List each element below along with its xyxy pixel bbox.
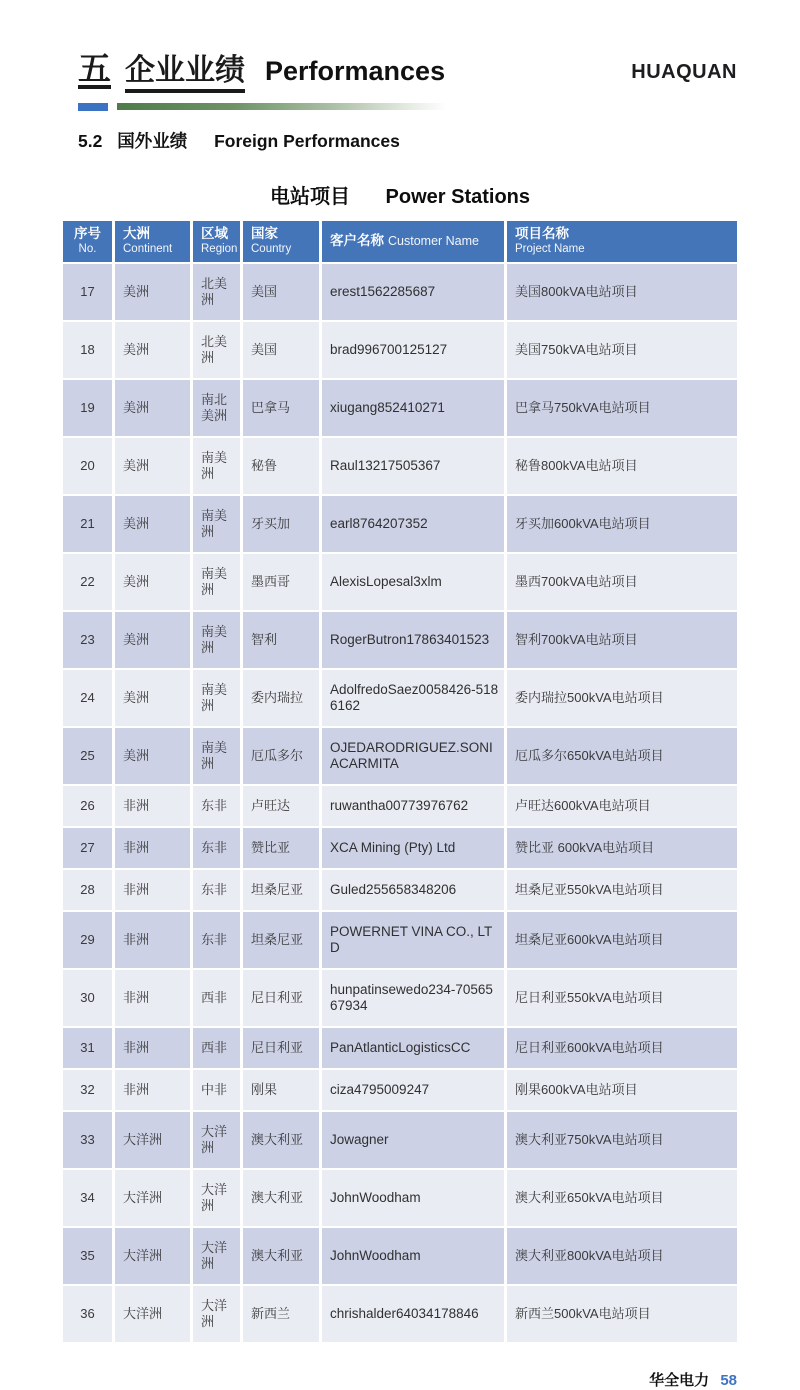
cell-customer: AlexisLopesal3xlm	[322, 554, 507, 612]
cell-country: 赞比亚	[243, 828, 322, 870]
column-header-zh: 项目名称	[515, 225, 569, 241]
cell-customer: Jowagner	[322, 1112, 507, 1170]
cell-country: 委内瑞拉	[243, 670, 322, 728]
column-header-en: No.	[78, 242, 97, 255]
cell-region: 东非	[193, 828, 243, 870]
cell-continent: 大洋洲	[115, 1286, 193, 1344]
cell-region: 大洋洲	[193, 1228, 243, 1286]
company-logo: HUAQUAN	[631, 60, 737, 83]
cell-customer: JohnWoodham	[322, 1170, 507, 1228]
column-header-continent	[115, 221, 193, 264]
cell-continent: 美洲	[115, 728, 193, 786]
cell-no: 17	[63, 264, 115, 322]
cell-continent: 美洲	[115, 322, 193, 380]
subsection-title-zh: 国外业绩	[117, 130, 188, 151]
cell-customer: hunpatinsewedo234-7056567934	[322, 970, 507, 1028]
cell-country: 坦桑尼亚	[243, 870, 322, 912]
cell-project: 赞比亚 600kVA电站项目	[507, 828, 737, 870]
table-title-en: Power Stations	[385, 185, 531, 208]
cell-region: 南美洲	[193, 554, 243, 612]
table-row	[63, 322, 737, 380]
cell-country: 美国	[243, 322, 322, 380]
cell-no: 33	[63, 1112, 115, 1170]
cell-region: 东非	[193, 912, 243, 970]
cell-country: 美国	[243, 264, 322, 322]
column-header-en: Project Name	[515, 242, 585, 255]
cell-project: 厄瓜多尔650kVA电站项目	[507, 728, 737, 786]
cell-continent: 美洲	[115, 554, 193, 612]
page-header	[63, 52, 737, 93]
power-stations-table	[63, 221, 737, 1344]
column-header-zh: 客户名称	[330, 232, 384, 248]
power-stations-tbody	[63, 264, 737, 1344]
accent-bars	[78, 103, 737, 111]
cell-no: 25	[63, 728, 115, 786]
cell-region: 北美洲	[193, 264, 243, 322]
cell-no: 22	[63, 554, 115, 612]
table-row	[63, 970, 737, 1028]
cell-country: 巴拿马	[243, 380, 322, 438]
cell-customer: ciza4795009247	[322, 1070, 507, 1112]
table-row	[63, 912, 737, 970]
table-row	[63, 438, 737, 496]
table-row	[63, 1070, 737, 1112]
cell-customer: brad996700125127	[322, 322, 507, 380]
column-header-project	[507, 221, 737, 264]
cell-continent: 大洋洲	[115, 1112, 193, 1170]
cell-no: 21	[63, 496, 115, 554]
page-title-en: Performances	[265, 56, 446, 86]
cell-project: 澳大利亚750kVA电站项目	[507, 1112, 737, 1170]
cell-no: 34	[63, 1170, 115, 1228]
accent-bar-blue	[78, 103, 108, 111]
cell-no: 18	[63, 322, 115, 380]
cell-country: 尼日利亚	[243, 970, 322, 1028]
cell-project: 澳大利亚650kVA电站项目	[507, 1170, 737, 1228]
cell-customer: XCA Mining (Pty) Ltd	[322, 828, 507, 870]
cell-region: 南美洲	[193, 612, 243, 670]
cell-no: 26	[63, 786, 115, 828]
column-header-zh: 国家	[251, 225, 278, 241]
cell-continent: 非洲	[115, 912, 193, 970]
cell-country: 墨西哥	[243, 554, 322, 612]
cell-country: 坦桑尼亚	[243, 912, 322, 970]
cell-continent: 非洲	[115, 786, 193, 828]
cell-customer: Guled255658348206	[322, 870, 507, 912]
table-row	[63, 554, 737, 612]
cell-customer: ruwantha00773976762	[322, 786, 507, 828]
cell-region: 大洋洲	[193, 1112, 243, 1170]
cell-region: 西非	[193, 1028, 243, 1070]
cell-continent: 非洲	[115, 1070, 193, 1112]
cell-continent: 非洲	[115, 828, 193, 870]
cell-customer: OJEDARODRIGUEZ.SONIACARMITA	[322, 728, 507, 786]
cell-project: 委内瑞拉500kVA电站项目	[507, 670, 737, 728]
cell-no: 31	[63, 1028, 115, 1070]
cell-region: 东非	[193, 870, 243, 912]
column-header-country	[243, 221, 322, 264]
cell-project: 坦桑尼亚600kVA电站项目	[507, 912, 737, 970]
cell-region: 北美洲	[193, 322, 243, 380]
table-row	[63, 670, 737, 728]
cell-region: 中非	[193, 1070, 243, 1112]
column-header-zh: 大洲	[123, 225, 150, 241]
cell-country: 秘鲁	[243, 438, 322, 496]
cell-region: 东非	[193, 786, 243, 828]
page-footer	[63, 1369, 737, 1390]
column-header-en: Country	[251, 242, 292, 255]
table-row	[63, 264, 737, 322]
column-header-en: Region	[201, 242, 238, 255]
cell-continent: 美洲	[115, 264, 193, 322]
column-header-en: Continent	[123, 242, 173, 255]
cell-project: 尼日利亚550kVA电站项目	[507, 970, 737, 1028]
table-row	[63, 1112, 737, 1170]
column-header-en: Customer Name	[388, 233, 479, 248]
cell-region: 南美洲	[193, 728, 243, 786]
subsection-number: 5.2	[78, 130, 103, 151]
cell-customer: xiugang852410271	[322, 380, 507, 438]
page-title	[78, 52, 445, 93]
table-row	[63, 1228, 737, 1286]
cell-no: 23	[63, 612, 115, 670]
cell-no: 27	[63, 828, 115, 870]
cell-continent: 美洲	[115, 670, 193, 728]
cell-project: 卢旺达600kVA电站项目	[507, 786, 737, 828]
cell-country: 澳大利亚	[243, 1228, 322, 1286]
subsection-heading	[78, 128, 737, 153]
cell-region: 南北美洲	[193, 380, 243, 438]
cell-customer: PanAtlanticLogisticsCC	[322, 1028, 507, 1070]
cell-country: 刚果	[243, 1070, 322, 1112]
cell-region: 大洋洲	[193, 1170, 243, 1228]
cell-country: 尼日利亚	[243, 1028, 322, 1070]
cell-continent: 美洲	[115, 612, 193, 670]
cell-continent: 大洋洲	[115, 1228, 193, 1286]
table-header-row	[63, 221, 737, 264]
cell-no: 36	[63, 1286, 115, 1344]
cell-customer: JohnWoodham	[322, 1228, 507, 1286]
cell-project: 刚果600kVA电站项目	[507, 1070, 737, 1112]
cell-project: 澳大利亚800kVA电站项目	[507, 1228, 737, 1286]
cell-no: 20	[63, 438, 115, 496]
cell-project: 巴拿马750kVA电站项目	[507, 380, 737, 438]
cell-no: 28	[63, 870, 115, 912]
table-row	[63, 1286, 737, 1344]
cell-project: 尼日利亚600kVA电站项目	[507, 1028, 737, 1070]
cell-region: 西非	[193, 970, 243, 1028]
cell-customer: chrishalder64034178846	[322, 1286, 507, 1344]
cell-continent: 大洋洲	[115, 1170, 193, 1228]
cell-project: 秘鲁800kVA电站项目	[507, 438, 737, 496]
cell-country: 智利	[243, 612, 322, 670]
cell-project: 坦桑尼亚550kVA电站项目	[507, 870, 737, 912]
table-title-zh: 电站项目	[269, 185, 350, 208]
cell-customer: RogerButron17863401523	[322, 612, 507, 670]
table-row	[63, 380, 737, 438]
cell-customer: earl8764207352	[322, 496, 507, 554]
column-header-customer	[322, 221, 507, 264]
table-row	[63, 786, 737, 828]
cell-continent: 非洲	[115, 1028, 193, 1070]
footer-company-name: 华全电力	[649, 1371, 710, 1389]
cell-country: 牙买加	[243, 496, 322, 554]
cell-continent: 非洲	[115, 970, 193, 1028]
cell-continent: 美洲	[115, 380, 193, 438]
cell-no: 29	[63, 912, 115, 970]
cell-project: 美国800kVA电站项目	[507, 264, 737, 322]
cell-country: 澳大利亚	[243, 1112, 322, 1170]
cell-region: 南美洲	[193, 438, 243, 496]
cell-country: 卢旺达	[243, 786, 322, 828]
table-row	[63, 1170, 737, 1228]
cell-project: 美国750kVA电站项目	[507, 322, 737, 380]
cell-country: 澳大利亚	[243, 1170, 322, 1228]
cell-customer: Raul13217505367	[322, 438, 507, 496]
table-row	[63, 828, 737, 870]
cell-no: 24	[63, 670, 115, 728]
cell-customer: AdolfredoSaez0058426-5186162	[322, 670, 507, 728]
section-number: 五	[78, 50, 111, 87]
cell-project: 墨西700kVA电站项目	[507, 554, 737, 612]
column-header-zh: 序号	[74, 225, 101, 241]
cell-continent: 美洲	[115, 438, 193, 496]
table-row	[63, 496, 737, 554]
column-header-no	[63, 221, 115, 264]
cell-customer: POWERNET VINA CO., LTD	[322, 912, 507, 970]
cell-no: 35	[63, 1228, 115, 1286]
cell-project: 新西兰500kVA电站项目	[507, 1286, 737, 1344]
cell-customer: erest1562285687	[322, 264, 507, 322]
page-title-zh: 企业业绩	[125, 55, 245, 93]
table-row	[63, 1028, 737, 1070]
column-header-region	[193, 221, 243, 264]
cell-region: 南美洲	[193, 670, 243, 728]
cell-continent: 非洲	[115, 870, 193, 912]
subsection-title-en: Foreign Performances	[214, 130, 400, 151]
cell-project: 牙买加600kVA电站项目	[507, 496, 737, 554]
table-title	[63, 180, 737, 209]
accent-bar-green	[117, 103, 447, 110]
cell-country: 厄瓜多尔	[243, 728, 322, 786]
cell-project: 智利700kVA电站项目	[507, 612, 737, 670]
table-row	[63, 728, 737, 786]
cell-no: 32	[63, 1070, 115, 1112]
cell-region: 大洋洲	[193, 1286, 243, 1344]
footer-page-number: 58	[720, 1371, 737, 1389]
cell-no: 19	[63, 380, 115, 438]
cell-continent: 美洲	[115, 496, 193, 554]
table-row	[63, 612, 737, 670]
cell-no: 30	[63, 970, 115, 1028]
table-row	[63, 870, 737, 912]
cell-region: 南美洲	[193, 496, 243, 554]
cell-country: 新西兰	[243, 1286, 322, 1344]
column-header-zh: 区域	[201, 225, 228, 241]
